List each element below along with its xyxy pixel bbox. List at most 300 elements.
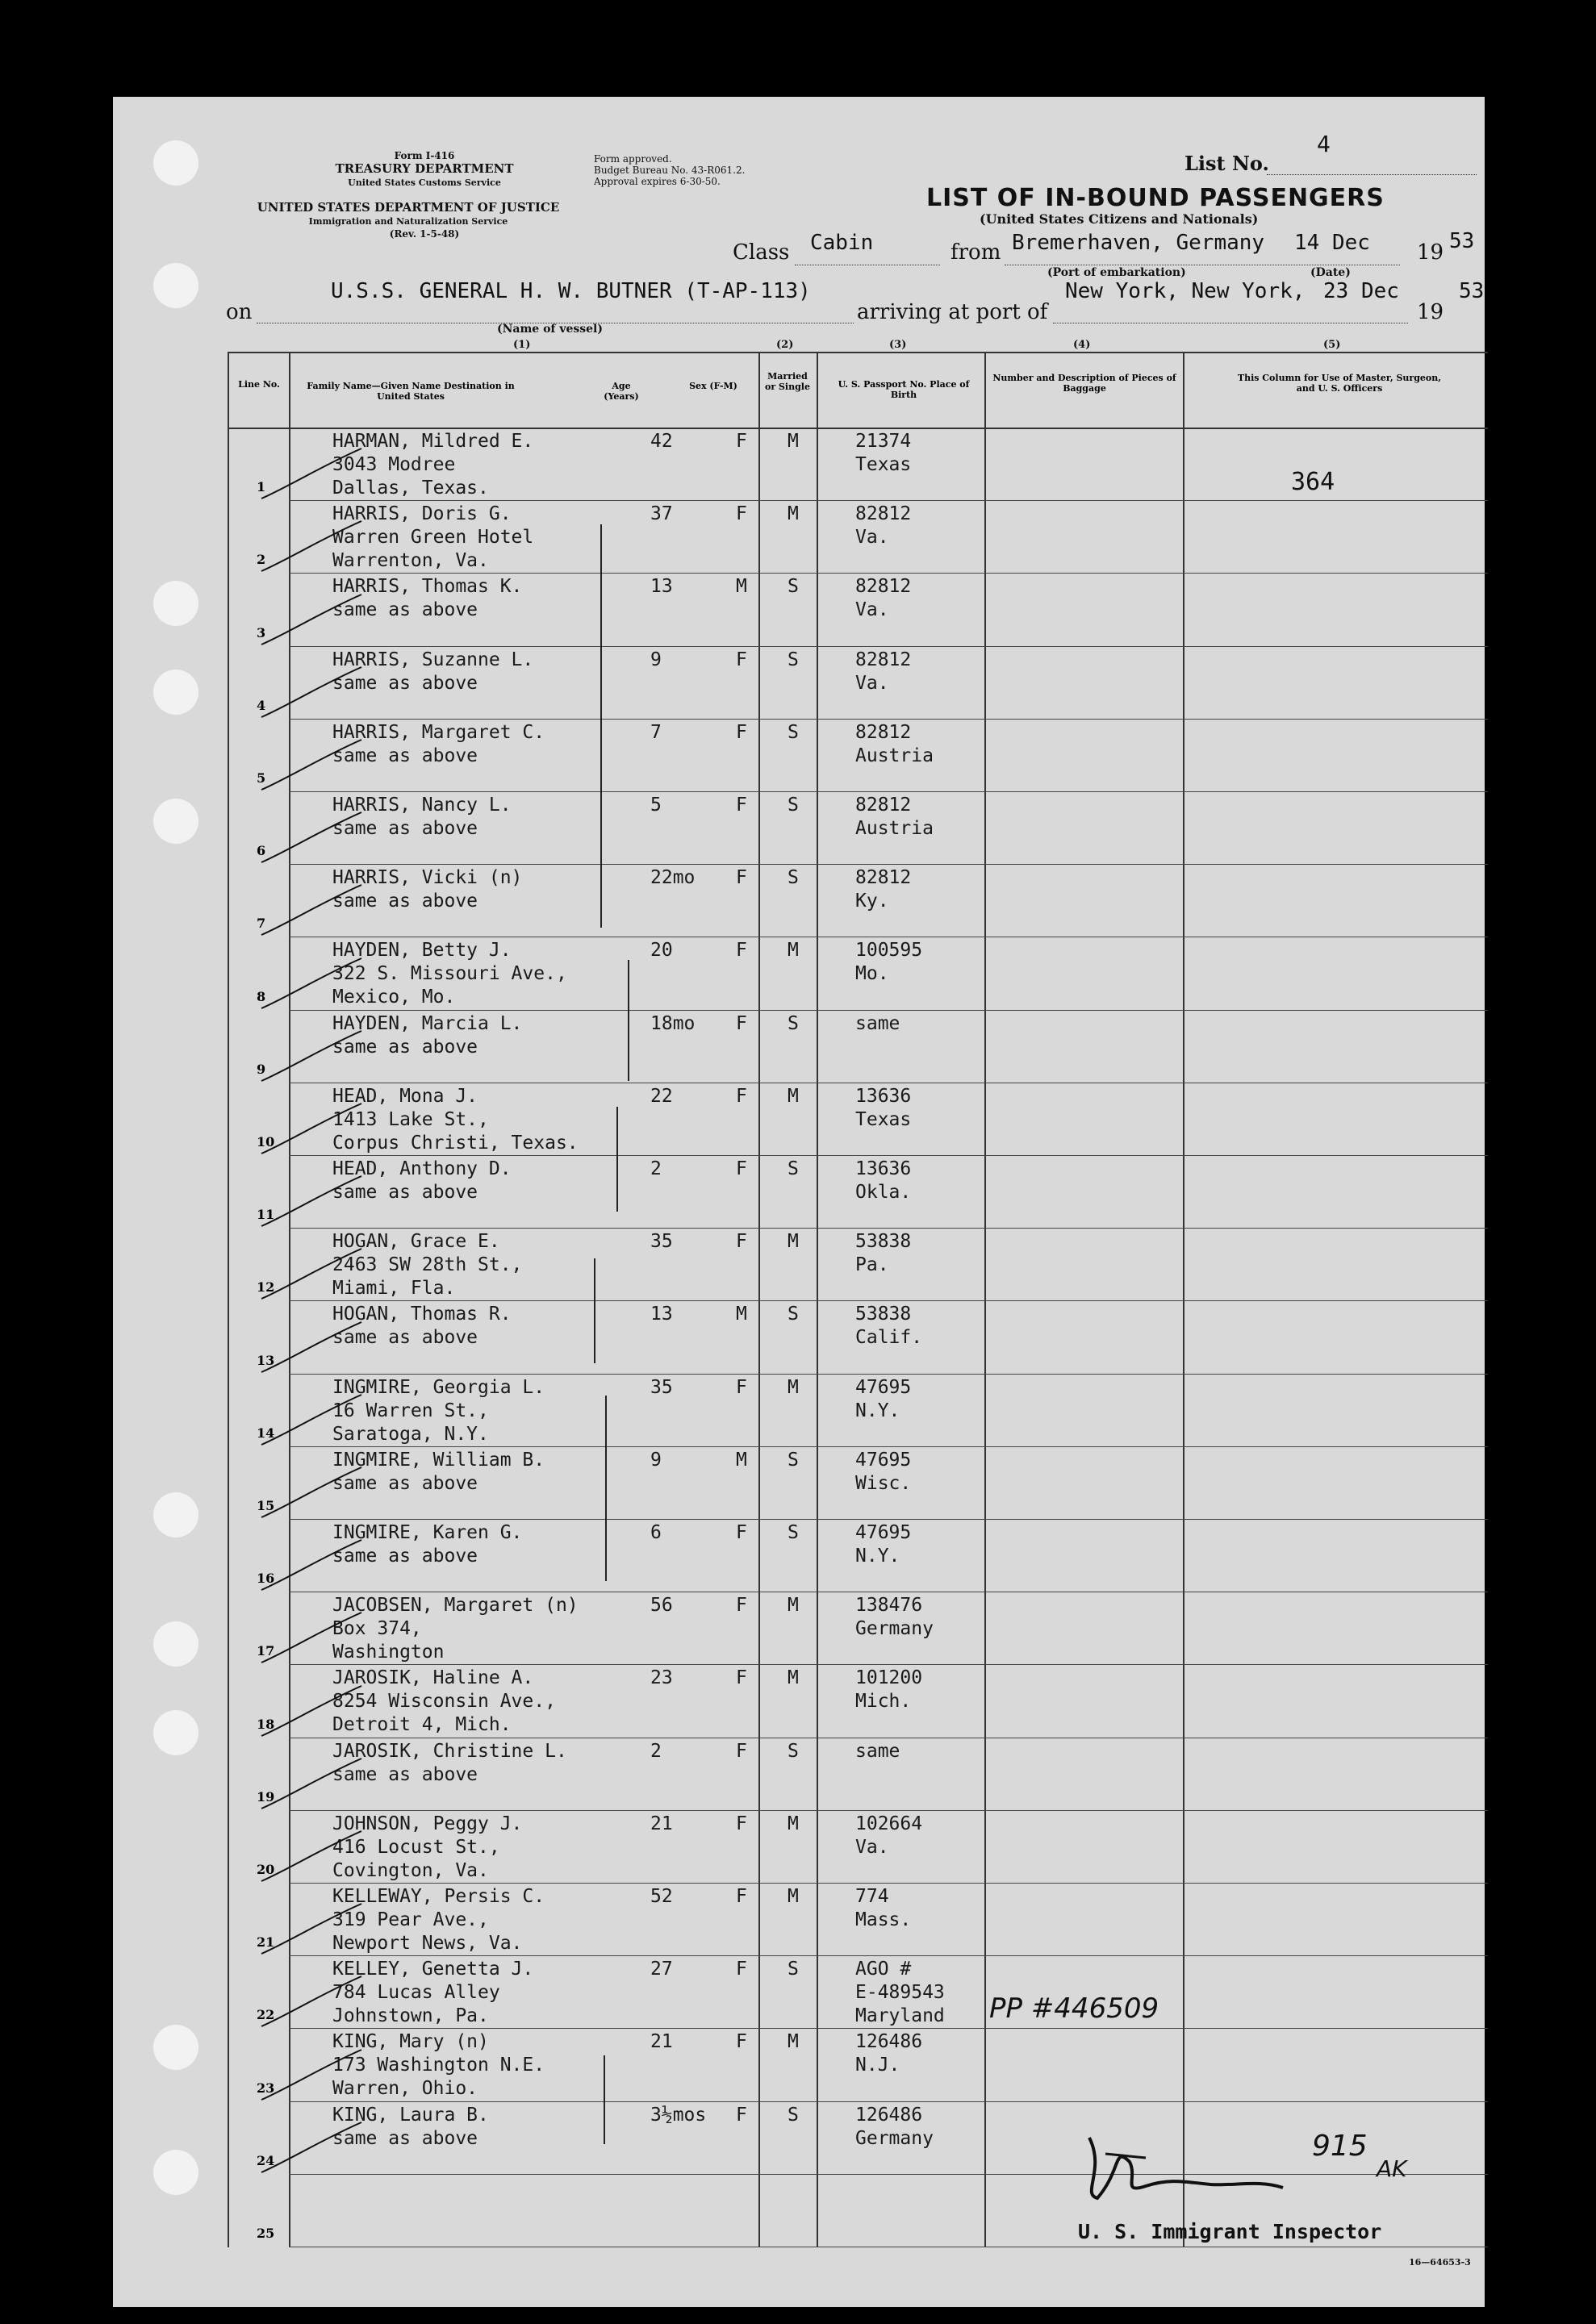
passenger-age: 13 [650, 576, 673, 598]
arrival-date: 23 Dec [1323, 279, 1399, 303]
passport-number: 82812 [855, 649, 912, 670]
passenger-sex: F [736, 1595, 747, 1617]
check-mark-icon [257, 1170, 370, 1234]
passenger-address: same as above [332, 1546, 478, 1567]
row-divider [289, 1664, 1488, 1665]
punch-hole [153, 1710, 198, 1755]
col-header-officers: This Column for Use of Master, Surgeon, and U. S. Officers [1237, 373, 1442, 394]
passport-number: 47695 [855, 1522, 912, 1543]
passenger-address: same as above [332, 1182, 478, 1203]
passenger-name: INGMIRE, Georgia L. [332, 1376, 545, 1398]
row-divider [289, 1155, 1488, 1156]
passenger-marital-status: M [788, 1595, 799, 1617]
punch-hole [153, 2150, 198, 2195]
arriving-label: arriving at port of [857, 300, 1048, 324]
passport-number: 102664 [855, 1813, 923, 1834]
passenger-age: 52 [650, 1886, 673, 1907]
place-of-birth: Mass. [855, 1909, 912, 1930]
passenger-sex: F [736, 1522, 747, 1543]
punch-hole [153, 1621, 198, 1667]
place-of-birth: Germany [855, 2127, 934, 2149]
place-of-birth: Okla. [855, 1182, 912, 1203]
line-number: 25 [257, 2226, 275, 2241]
signature-mark: 915 [1312, 2130, 1368, 2163]
check-mark-icon [257, 442, 370, 507]
passport-number: 47695 [855, 1449, 912, 1471]
passport-number: 53838 [855, 1304, 912, 1325]
line-number: 12 [257, 1279, 275, 1296]
column-number: (4) [1073, 339, 1091, 351]
passenger-name: HARRIS, Doris G. [332, 503, 512, 525]
punch-hole [153, 263, 198, 308]
line-number: 24 [257, 2152, 275, 2168]
passenger-sex: F [736, 503, 747, 525]
check-mark-icon [257, 1606, 370, 1671]
col-header-baggage: Number and Description of Pieces of Baggage [992, 373, 1176, 394]
passenger-sex: M [736, 576, 747, 598]
passenger-name: INGMIRE, William B. [332, 1449, 545, 1471]
passenger-age: 42 [650, 431, 673, 452]
line-number: 17 [257, 1643, 275, 1659]
officer-note: 364 [1291, 468, 1335, 496]
row-divider [289, 2028, 1488, 2029]
check-mark-icon [257, 1897, 370, 1962]
passenger-marital-status: S [788, 1158, 799, 1179]
passenger-sex: F [736, 1085, 747, 1107]
passenger-address: Warren, Ohio. [332, 2078, 478, 2100]
check-mark-icon [257, 1388, 370, 1453]
family-bracket [616, 1107, 618, 1212]
passenger-address: Covington, Va. [332, 1859, 489, 1881]
passport-number: 47695 [855, 1376, 912, 1398]
column-divider [984, 352, 986, 2247]
passenger-address: 16 Warren St., [332, 1400, 489, 1421]
embarkation-port: Bremerhaven, Germany [1012, 231, 1265, 255]
passenger-sex: F [736, 2104, 747, 2126]
place-of-birth: Va. [855, 599, 889, 621]
passenger-name: HARRIS, Thomas K. [332, 576, 523, 598]
place-of-birth: N.Y. [855, 1400, 900, 1421]
check-mark-icon [257, 2043, 370, 2108]
passenger-address: Saratoga, N.Y. [332, 1423, 489, 1445]
passenger-age: 35 [650, 1376, 673, 1398]
passenger-marital-status: S [788, 795, 799, 816]
family-bracket [604, 2055, 605, 2144]
passport-number: 100595 [855, 940, 923, 962]
passenger-name: HEAD, Anthony D. [332, 1158, 512, 1179]
passenger-address: 8254 Wisconsin Ave., [332, 1691, 556, 1713]
check-mark-icon [257, 515, 370, 579]
passenger-sex: F [736, 795, 747, 816]
passport-number: 53838 [855, 1231, 912, 1253]
passenger-sex: F [736, 1959, 747, 1980]
list-no-label: List No. [1184, 152, 1269, 175]
passenger-age: 35 [650, 1231, 673, 1253]
passenger-marital-status: S [788, 649, 799, 670]
passenger-sex: F [736, 1012, 747, 1034]
column-number: (1) [513, 339, 531, 351]
passenger-sex: F [736, 1376, 747, 1398]
family-bracket [600, 524, 602, 928]
check-mark-icon [257, 952, 370, 1016]
row-divider [289, 791, 1488, 792]
line-number: 7 [257, 916, 266, 932]
col-header-passport: U. S. Passport No. Place of Birth [838, 379, 970, 400]
column-divider [1183, 352, 1184, 2247]
dept-justice: UNITED STATES DEPARTMENT OF JUSTICE [257, 200, 560, 215]
passenger-name: HARRIS, Margaret C. [332, 721, 545, 743]
passenger-sex: M [736, 1304, 747, 1325]
dept-customs: United States Customs Service [348, 177, 501, 188]
passenger-age: 2 [650, 1740, 662, 1762]
line-number: 22 [257, 2007, 275, 2023]
passenger-marital-status: S [788, 1449, 799, 1471]
passenger-name: KELLEY, Genetta J. [332, 1959, 534, 1980]
check-mark-icon [257, 1242, 370, 1307]
passenger-address: same as above [332, 1327, 478, 1349]
passenger-age: 18mo [650, 1012, 696, 1034]
passenger-name: JOHNSON, Peggy J. [332, 1813, 523, 1834]
passenger-address: Mexico, Mo. [332, 987, 456, 1008]
check-mark-icon [257, 806, 370, 870]
vessel-caption: (Name of vessel) [497, 323, 603, 336]
passenger-address: same as above [332, 1472, 478, 1494]
passenger-address: Corpus Christi, Texas. [332, 1132, 579, 1154]
passenger-marital-status: M [788, 1231, 799, 1253]
passenger-age: 37 [650, 503, 673, 525]
inspector-caption: U. S. Immigrant Inspector [1078, 2220, 1382, 2243]
passenger-address: 319 Pear Ave., [332, 1909, 489, 1930]
row-divider [289, 1228, 1488, 1229]
check-mark-icon [257, 878, 370, 943]
passenger-address: Miami, Fla. [332, 1278, 456, 1300]
passenger-age: 27 [650, 1959, 673, 1980]
passenger-address: same as above [332, 2127, 478, 2149]
line-number: 8 [257, 988, 266, 1004]
passenger-address: 1413 Lake St., [332, 1108, 489, 1130]
line-number: 19 [257, 1788, 275, 1805]
approval-line-3: Approval expires 6-30-50. [594, 176, 721, 187]
date-caption: (Date) [1310, 266, 1351, 279]
punch-hole [153, 581, 198, 626]
line-number: 1 [257, 479, 266, 495]
check-mark-icon [257, 1752, 370, 1817]
row-divider [289, 646, 1488, 647]
line-number: 18 [257, 1716, 275, 1732]
passenger-age: 6 [650, 1522, 662, 1543]
line-number: 11 [257, 1207, 275, 1223]
passenger-name: INGMIRE, Karen G. [332, 1522, 523, 1543]
passenger-sex: M [736, 1449, 747, 1471]
passenger-name: HARRIS, Vicki (n) [332, 867, 523, 889]
punch-hole [153, 670, 198, 715]
year-2: 53 [1459, 279, 1485, 303]
line-number: 6 [257, 843, 266, 859]
place-of-birth: Texas [855, 454, 912, 475]
passenger-sex: F [736, 1667, 747, 1689]
passenger-marital-status: M [788, 1376, 799, 1398]
place-of-birth: Austria [855, 745, 934, 766]
passenger-sex: F [736, 1231, 747, 1253]
check-mark-icon [257, 1679, 370, 1744]
check-mark-icon [257, 733, 370, 798]
passenger-address: Box 374, [332, 1618, 422, 1640]
passenger-name: HOGAN, Thomas R. [332, 1304, 512, 1325]
check-mark-icon [257, 2116, 370, 2180]
passenger-address: 173 Washington N.E. [332, 2055, 545, 2076]
column-divider [817, 352, 818, 2247]
family-bracket [605, 1396, 607, 1581]
passenger-name: HOGAN, Grace E. [332, 1231, 500, 1253]
passenger-sex: F [736, 649, 747, 670]
passport-number: AGO # [855, 1959, 912, 1980]
passenger-marital-status: M [788, 1085, 799, 1107]
line-number: 4 [257, 697, 266, 713]
passenger-name: HARRIS, Suzanne L. [332, 649, 534, 670]
passport-note: PP #446509 [989, 1992, 1159, 2025]
line-number: 14 [257, 1425, 275, 1441]
passport-number: same [855, 1740, 900, 1762]
place-of-birth: Austria [855, 818, 934, 839]
place-of-birth: Wisc. [855, 1472, 912, 1494]
page-subtitle: (United States Citizens and Nationals) [980, 211, 1259, 227]
passenger-marital-status: M [788, 431, 799, 452]
passenger-age: 56 [650, 1595, 673, 1617]
approval-line-1: Form approved. [594, 153, 672, 165]
form-revision: (Rev. 1-5-48) [389, 228, 460, 240]
column-divider [758, 352, 760, 2247]
passenger-address: same as above [332, 745, 478, 766]
row-divider [289, 1883, 1488, 1884]
check-mark-icon [257, 1970, 370, 2034]
embarkation-date: 14 Dec [1294, 231, 1370, 255]
passenger-marital-status: S [788, 721, 799, 743]
passenger-age: 7 [650, 721, 662, 743]
col-header-sex: Sex (F-M) [689, 381, 737, 391]
punch-hole [153, 799, 198, 844]
passenger-age: 3½mos [650, 2104, 707, 2126]
passenger-marital-status: S [788, 2104, 799, 2126]
passenger-sex: F [736, 2031, 747, 2053]
check-mark-icon [257, 588, 370, 653]
passenger-address: same as above [332, 672, 478, 694]
col-header-name: Family Name—Given Name Destination in United States [307, 381, 515, 402]
list-no-value: 4 [1317, 131, 1331, 157]
line-number: 10 [257, 1134, 275, 1149]
check-mark-icon [257, 1461, 370, 1525]
passport-number: 774 [855, 1886, 889, 1907]
passport-number: 82812 [855, 867, 912, 889]
passenger-address: Detroit 4, Mich. [332, 1714, 512, 1736]
line-number: 3 [257, 624, 266, 640]
passenger-name: KING, Mary (n) [332, 2031, 489, 2053]
place-of-birth: Mich. [855, 1691, 912, 1713]
passenger-age: 5 [650, 795, 662, 816]
passenger-marital-status: S [788, 867, 799, 889]
passenger-name: KELLEWAY, Persis C. [332, 1886, 545, 1907]
place-of-birth: Va. [855, 527, 889, 549]
passenger-address: 2463 SW 28th St., [332, 1254, 523, 1276]
passenger-sex: F [736, 1740, 747, 1762]
place-of-birth: E-489543 [855, 1982, 945, 2004]
arrival-port: New York, New York, [1065, 279, 1306, 303]
inspector-signature [1073, 2122, 1315, 2210]
from-label: from [950, 240, 1001, 265]
row-divider [289, 1955, 1488, 1956]
line-number: 13 [257, 1352, 275, 1368]
line-number: 20 [257, 1862, 275, 1877]
place-of-birth: Germany [855, 1618, 934, 1640]
passenger-address: Warren Green Hotel [332, 527, 534, 549]
passenger-marital-status: S [788, 1304, 799, 1325]
form-number: Form I-416 [394, 150, 455, 161]
passenger-age: 9 [650, 649, 662, 670]
passenger-name: KING, Laura B. [332, 2104, 489, 2126]
column-number: (5) [1323, 339, 1341, 351]
signature-initials: AK [1377, 2155, 1407, 2182]
punch-hole [153, 140, 198, 186]
passenger-sex: F [736, 721, 747, 743]
passenger-address: same as above [332, 891, 478, 912]
passenger-name: HAYDEN, Betty J. [332, 940, 512, 962]
row-divider [289, 1446, 1488, 1447]
check-mark-icon [257, 1825, 370, 1889]
row-divider [289, 1300, 1488, 1301]
passport-number: 126486 [855, 2031, 923, 2053]
passenger-address: same as above [332, 599, 478, 621]
place-of-birth: N.J. [855, 2055, 900, 2076]
column-divider [228, 352, 229, 2247]
passport-number: 82812 [855, 721, 912, 743]
line-number: 5 [257, 770, 266, 786]
passenger-sex: F [736, 1886, 747, 1907]
passenger-name: HAYDEN, Marcia L. [332, 1012, 523, 1034]
year-prefix-1: 19 [1417, 240, 1444, 265]
place-of-birth: Mo. [855, 963, 889, 985]
col-header-age: Age (Years) [604, 381, 639, 402]
column-number: (3) [889, 339, 907, 351]
passport-number: 82812 [855, 503, 912, 525]
passenger-age: 21 [650, 2031, 673, 2053]
passenger-age: 22mo [650, 867, 696, 889]
year-prefix-2: 19 [1417, 300, 1444, 324]
passenger-sex: F [736, 1813, 747, 1834]
passenger-marital-status: S [788, 576, 799, 598]
place-of-birth: Va. [855, 672, 889, 694]
approval-line-2: Budget Bureau No. 43-R061.2. [594, 165, 746, 176]
class-label: Class [733, 240, 790, 265]
passport-number: 138476 [855, 1595, 923, 1617]
page-title: LIST OF IN-BOUND PASSENGERS [926, 184, 1385, 212]
dept-treasury: TREASURY DEPARTMENT [335, 161, 514, 176]
passenger-sex: F [736, 1158, 747, 1179]
row-divider [289, 864, 1488, 865]
on-label: on [226, 300, 253, 324]
passenger-age: 22 [650, 1085, 673, 1107]
footer-code: 16—64653-3 [1409, 2257, 1471, 2268]
passenger-address: Dallas, Texas. [332, 478, 489, 499]
passport-number: 21374 [855, 431, 912, 452]
passenger-age: 9 [650, 1449, 662, 1471]
check-mark-icon [257, 1097, 370, 1162]
row-divider [289, 1010, 1488, 1011]
place-of-birth: Texas [855, 1108, 912, 1130]
dept-ins: Immigration and Naturalization Service [308, 216, 508, 227]
passenger-address: same as above [332, 1036, 478, 1058]
row-divider [289, 1374, 1488, 1375]
column-number: (2) [776, 339, 794, 351]
passenger-name: HEAD, Mona J. [332, 1085, 478, 1107]
line-number: 16 [257, 1571, 275, 1587]
passenger-marital-status: M [788, 1813, 799, 1834]
passenger-marital-status: S [788, 1012, 799, 1034]
port-caption: (Port of embarkation) [1047, 266, 1186, 279]
line-number: 15 [257, 1498, 275, 1513]
passenger-sex: F [736, 940, 747, 962]
row-divider [289, 719, 1488, 720]
family-bracket [594, 1258, 595, 1363]
place-of-birth: N.Y. [855, 1546, 900, 1567]
place-of-birth: Maryland [855, 2005, 945, 2027]
passenger-marital-status: M [788, 2031, 799, 2053]
check-mark-icon [257, 1316, 370, 1380]
passenger-name: JAROSIK, Christine L. [332, 1740, 567, 1762]
passenger-name: JACOBSEN, Margaret (n) [332, 1595, 579, 1617]
place-of-birth: Pa. [855, 1254, 889, 1276]
punch-hole [153, 2025, 198, 2070]
passenger-address: Johnstown, Pa. [332, 2005, 489, 2027]
passenger-marital-status: S [788, 1740, 799, 1762]
passenger-name: HARRIS, Nancy L. [332, 795, 512, 816]
passport-number: 13636 [855, 1085, 912, 1107]
col-header-line: Line No. [238, 379, 280, 390]
class-value: Cabin [810, 231, 874, 255]
passenger-age: 23 [650, 1667, 673, 1689]
passenger-marital-status: M [788, 1886, 799, 1907]
passenger-marital-status: M [788, 1667, 799, 1689]
punch-hole [153, 1492, 198, 1538]
passenger-address: 784 Lucas Alley [332, 1982, 500, 2004]
line-number: 2 [257, 552, 266, 568]
passport-number: 101200 [855, 1667, 923, 1689]
place-of-birth: Calif. [855, 1327, 923, 1349]
line-number: 9 [257, 1061, 266, 1077]
passenger-age: 21 [650, 1813, 673, 1834]
passenger-address: same as above [332, 818, 478, 839]
passport-number: 126486 [855, 2104, 923, 2126]
place-of-birth: Ky. [855, 891, 889, 912]
passenger-age: 20 [650, 940, 673, 962]
passenger-age: 2 [650, 1158, 662, 1179]
row-divider [289, 1519, 1488, 1520]
check-mark-icon [257, 661, 370, 725]
table-top-border [228, 352, 1488, 353]
passenger-address: 3043 Modree [332, 454, 456, 475]
line-number: 23 [257, 2080, 275, 2096]
passenger-address: same as above [332, 1763, 478, 1785]
col-header-married: Married or Single [765, 371, 810, 392]
passenger-address: Washington [332, 1642, 445, 1663]
passenger-address: 416 Locust St., [332, 1836, 500, 1858]
row-divider [289, 1810, 1488, 1811]
passenger-sex: F [736, 431, 747, 452]
vessel-name: U.S.S. GENERAL H. W. BUTNER (T-AP-113) [331, 279, 811, 303]
check-mark-icon [257, 1533, 370, 1598]
passport-number: 82812 [855, 795, 912, 816]
passenger-address: 322 S. Missouri Ave., [332, 963, 567, 985]
passenger-marital-status: M [788, 503, 799, 525]
line-number: 21 [257, 1934, 275, 1951]
